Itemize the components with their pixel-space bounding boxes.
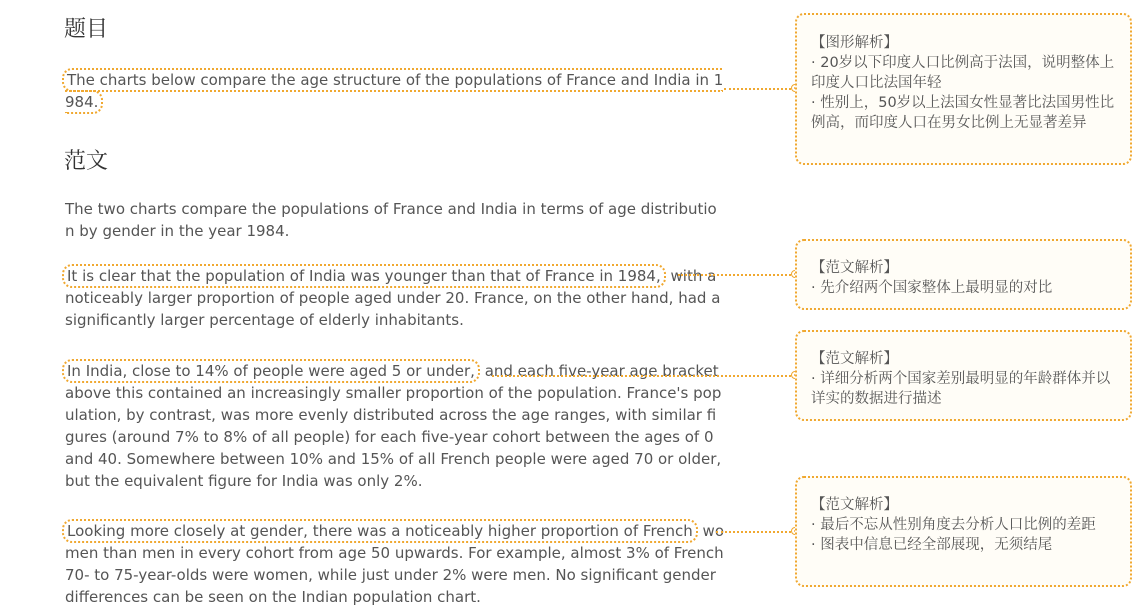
note-1-title: 【图形解析】	[811, 35, 898, 51]
connector-line-4	[716, 531, 791, 533]
essay-paragraph-2-rest: with a noticeably larger proportion of people aged under 20. France, on the other hand, had a significantly larger percentage of elderly inhabitants.	[65, 267, 721, 329]
question-heading: 题目	[64, 17, 109, 42]
note-1-line-1: · 20岁以下印度人口比例高于法国，说明整体上印度人口比法国年轻	[811, 55, 1115, 91]
note-4-line-2: · 图表中信息已经全部展现，无须结尾	[811, 537, 1053, 553]
essay-paragraph-1: The two charts compare the populations of France and India in terms of age distribution by gender in the year 1984.	[65, 200, 717, 240]
essay-paragraph-4-highlight: Looking more closely at gender, there was a noticeably higher proportion of French	[62, 519, 698, 543]
note-essay-analysis-1	[795, 239, 1132, 310]
connector-line-1	[724, 88, 791, 90]
essay-paragraph-4-rest: women than men in every cohort from age 50 upwards. For example, almost 3% of French 70- to 75-year-olds were women, while just under 2% were men. No significant gender differences can be seen on the Indian population chart.	[65, 522, 724, 606]
essay-heading: 范文	[64, 149, 109, 174]
essay-paragraph-2-highlight: It is clear that the population of India was younger than that of France in 1984,	[62, 264, 666, 288]
note-3-title: 【范文解析】	[811, 351, 898, 367]
note-2-line-1: · 先介绍两个国家整体上最明显的对比	[811, 280, 1053, 296]
connector-line-2	[678, 274, 791, 276]
note-1-line-2: · 性别上，50岁以上法国女性显著比法国男性比例高，而印度人口在男女比例上无显著差异	[811, 95, 1115, 131]
note-4-line-1: · 最后不忘从性别角度去分析人口比例的差距	[811, 517, 1096, 533]
note-3-line-1: · 详细分析两个国家差别最明显的年龄群体并以详实的数据进行描述	[811, 371, 1111, 407]
essay-paragraph-2	[65, 265, 725, 331]
note-essay-analysis-2	[795, 330, 1132, 421]
essay-paragraph-4	[65, 520, 725, 608]
note-4-title: 【范文解析】	[811, 497, 898, 513]
question-text	[65, 69, 725, 113]
note-essay-analysis-3	[795, 476, 1132, 587]
essay-paragraph-3	[65, 360, 725, 492]
connector-line-3	[492, 375, 791, 377]
note-graph-analysis	[795, 13, 1132, 165]
note-2-title: 【范文解析】	[811, 260, 898, 276]
question-highlight: The charts below compare the age structure of the populations of France and India in 1984.	[62, 68, 723, 114]
essay-paragraph-3-rest: and each five-year age bracket above this contained an increasingly smaller proportion of the population. France's population, by contrast, was more evenly distributed across the age ranges, with similar figures (around 7% to 8% of all people) for each five-year cohort between the ages of 0 and 40. Somewhere between 10% and 15% of all French people were aged 70 or older, but the equivalent figure for India was only 2%.	[65, 362, 722, 490]
essay-paragraph-3-highlight: In India, close to 14% of people were aged 5 or under,	[62, 359, 480, 383]
